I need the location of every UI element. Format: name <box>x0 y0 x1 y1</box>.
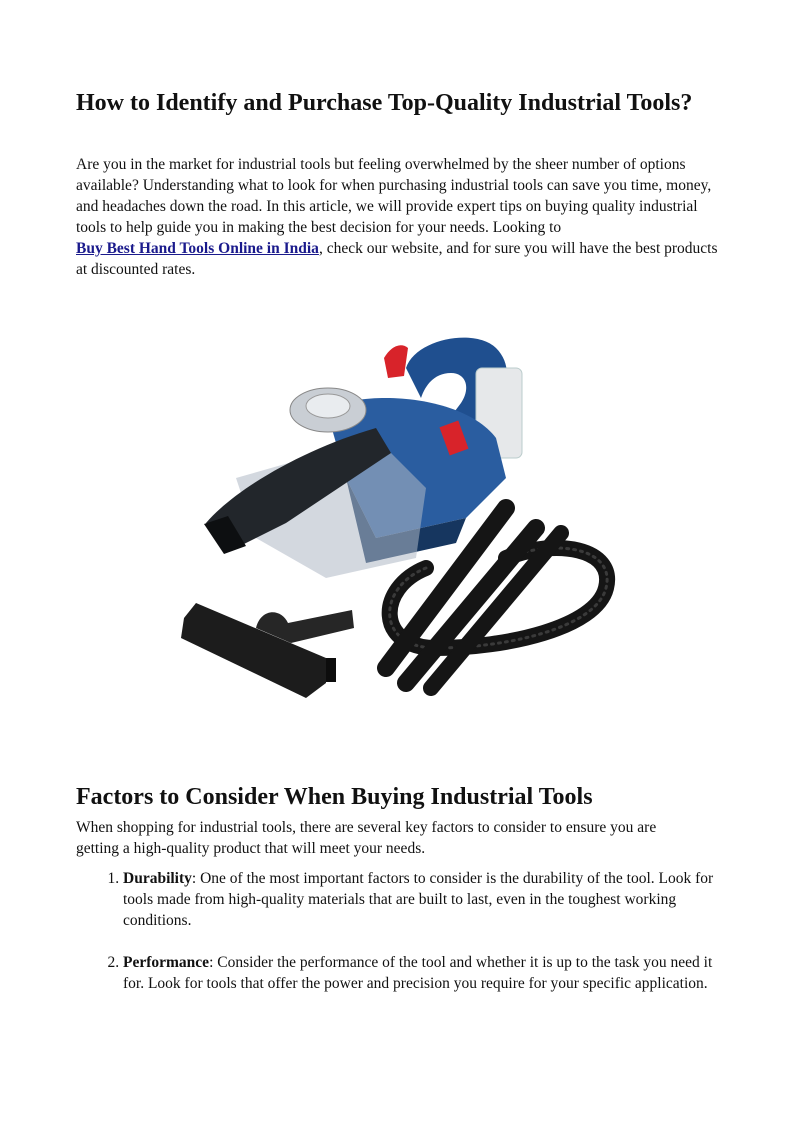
buy-hand-tools-link[interactable]: Buy Best Hand Tools Online in India <box>76 240 319 257</box>
floor-nozzle <box>181 603 354 698</box>
intro-paragraph <box>76 154 726 280</box>
product-image <box>176 328 616 720</box>
list-item <box>123 952 723 994</box>
factors-list <box>76 868 723 1015</box>
factor-term: Performance <box>123 954 210 971</box>
list-item <box>123 868 723 931</box>
intro-after-text: , check our website, and for sure you will have the best products at discounted rates. <box>76 240 718 278</box>
intro-text: Are you in the market for industrial tools but feeling overwhelmed by the sheer number of options available? Understanding what to look for when purchasing industrial tools can save you time, money, and headaches down the road. In this article, we will provide expert tips on buying quality industrial tools to help guide you in making the best decision for your needs. Looking to <box>76 156 712 236</box>
factor-text: : One of the most important factors to consider is the durability of the tool. Look for tools made from high-quality materials that are built to last, even in the toughest working conditions. <box>123 870 714 929</box>
factors-heading: Factors to Consider When Buying Industrial Tools <box>76 784 593 810</box>
factors-intro: When shopping for industrial tools, there are several key factors to consider to ensure you are getting a high-quality product that will meet your needs. <box>76 819 657 857</box>
factor-text: : Consider the performance of the tool and whether it is up to the task you need it for. Look for tools that offer the power and precision you require for your specific application. <box>123 954 713 992</box>
article-title: How to Identify and Purchase Top-Quality Industrial Tools? <box>76 90 693 116</box>
factor-term: Durability <box>123 870 192 887</box>
